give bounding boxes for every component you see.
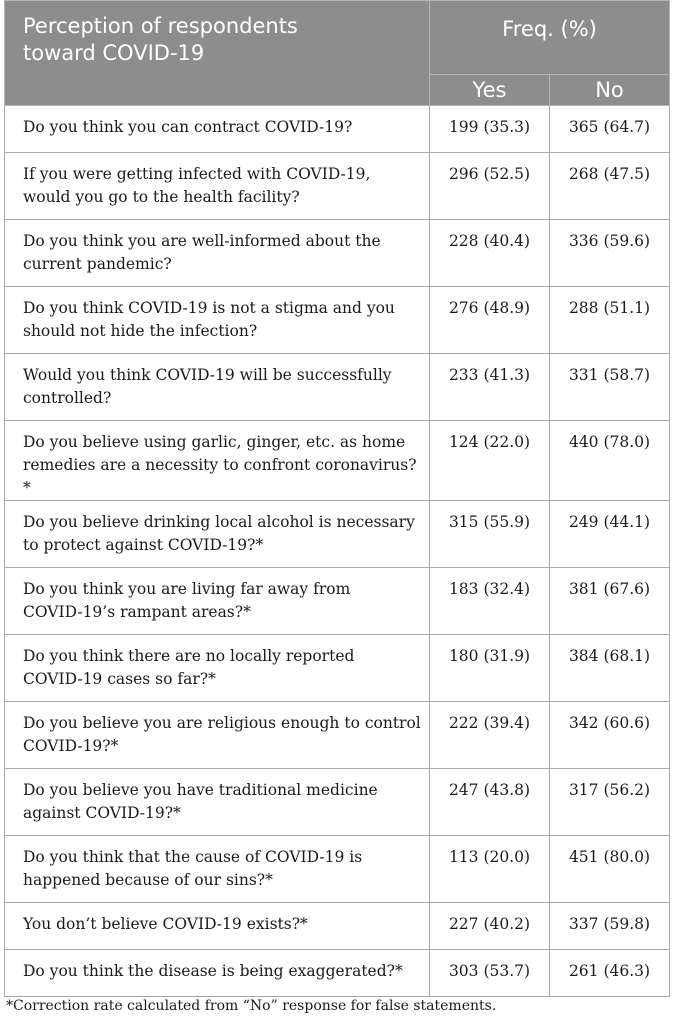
table-row (5, 106, 670, 153)
yes-value-cell: 222 (39.4) (430, 702, 550, 769)
yes-value-cell: 296 (52.5) (430, 153, 550, 220)
question-text-line2: should not hide the infection? (23, 322, 258, 340)
no-column-header: No (550, 75, 670, 106)
question-text: You don’t believe COVID-19 exists?* (23, 915, 308, 933)
yes-value-cell: 227 (40.2) (430, 903, 550, 950)
yes-value-cell: 247 (43.8) (430, 769, 550, 836)
no-value-cell: 440 (78.0) (550, 421, 670, 501)
question-cell (5, 950, 430, 997)
table-row (5, 153, 670, 220)
yes-value-cell: 183 (32.4) (430, 568, 550, 635)
no-value-cell: 384 (68.1) (550, 635, 670, 702)
question-cell (5, 421, 430, 501)
yes-value-cell: 124 (22.0) (430, 421, 550, 501)
question-text-line1: If you were getting infected with COVID-19, (23, 165, 371, 183)
question-cell (5, 220, 430, 287)
no-value-cell: 268 (47.5) (550, 153, 670, 220)
question-text-line2: happened because of our sins?* (23, 871, 273, 889)
table-row (5, 903, 670, 950)
no-value-cell: 451 (80.0) (550, 836, 670, 903)
header-title-line2: toward COVID-19 (23, 41, 205, 65)
yes-value-cell: 228 (40.4) (430, 220, 550, 287)
perception-table (4, 0, 670, 997)
question-cell (5, 635, 430, 702)
question-text: Do you think you can contract COVID-19? (23, 118, 353, 136)
question-text-line2: controlled? (23, 389, 112, 407)
table-row (5, 702, 670, 769)
question-text-line1: Do you believe using garlic, ginger, etc. as home (23, 433, 406, 451)
table-row (5, 501, 670, 568)
question-cell (5, 106, 430, 153)
yes-value-cell: 113 (20.0) (430, 836, 550, 903)
no-value-cell: 261 (46.3) (550, 950, 670, 997)
table-row (5, 769, 670, 836)
question-text-line1: Do you think there are no locally reported (23, 647, 355, 665)
question-text-line2: COVID-19’s rampant areas?* (23, 603, 251, 621)
question-text-line1: Do you think COVID-19 is not a stigma and you (23, 299, 395, 317)
no-value-cell: 288 (51.1) (550, 287, 670, 354)
no-value-cell: 331 (58.7) (550, 354, 670, 421)
yes-value-cell: 180 (31.9) (430, 635, 550, 702)
question-text-line1: Do you believe drinking local alcohol is necessary (23, 513, 415, 531)
question-cell (5, 903, 430, 950)
question-text-line2: COVID-19?* (23, 737, 119, 755)
table-row (5, 287, 670, 354)
question-cell (5, 354, 430, 421)
table-row (5, 836, 670, 903)
no-value-cell: 317 (56.2) (550, 769, 670, 836)
table-footnote: *Correction rate calculated from “No” response for false statements. (6, 998, 497, 1014)
question-text: Do you think the disease is being exaggerated?* (23, 962, 403, 980)
question-text-line1: Would you think COVID-19 will be successfully (23, 366, 392, 384)
question-cell (5, 702, 430, 769)
perception-table-container (4, 0, 669, 997)
table-row (5, 220, 670, 287)
yes-value-cell: 199 (35.3) (430, 106, 550, 153)
table-row (5, 421, 670, 501)
table-row (5, 950, 670, 997)
question-text-line2: remedies are a necessity to confront coronavirus?* (23, 456, 417, 497)
yes-column-header: Yes (430, 75, 550, 106)
perception-column-header (5, 1, 430, 106)
no-value-cell: 249 (44.1) (550, 501, 670, 568)
question-cell (5, 568, 430, 635)
header-title-line1: Perception of respondents (23, 14, 298, 38)
question-text-line2: COVID-19 cases so far?* (23, 670, 216, 688)
question-text-line2: would you go to the health facility? (23, 188, 300, 206)
no-value-cell: 336 (59.6) (550, 220, 670, 287)
table-row (5, 568, 670, 635)
table-header (5, 1, 670, 106)
no-value-cell: 381 (67.6) (550, 568, 670, 635)
question-cell (5, 836, 430, 903)
freq-column-header: Freq. (%) (430, 1, 670, 75)
yes-value-cell: 303 (53.7) (430, 950, 550, 997)
yes-value-cell: 315 (55.9) (430, 501, 550, 568)
question-cell (5, 769, 430, 836)
question-text-line1: Do you think that the cause of COVID-19 is (23, 848, 363, 866)
yes-value-cell: 233 (41.3) (430, 354, 550, 421)
question-text-line2: to protect against COVID-19?* (23, 536, 264, 554)
question-text-line1: Do you think you are living far away from (23, 580, 351, 598)
question-cell (5, 287, 430, 354)
question-text-line1: Do you believe you have traditional medicine (23, 781, 378, 799)
no-value-cell: 337 (59.8) (550, 903, 670, 950)
no-value-cell: 342 (60.6) (550, 702, 670, 769)
table-row (5, 635, 670, 702)
question-cell (5, 501, 430, 568)
question-cell (5, 153, 430, 220)
no-value-cell: 365 (64.7) (550, 106, 670, 153)
question-text-line1: Do you think you are well-informed about the (23, 232, 381, 250)
yes-value-cell: 276 (48.9) (430, 287, 550, 354)
question-text-line2: against COVID-19?* (23, 804, 181, 822)
question-text-line1: Do you believe you are religious enough to control (23, 714, 421, 732)
table-row (5, 354, 670, 421)
table-body (5, 106, 670, 997)
question-text-line2: current pandemic? (23, 255, 172, 273)
